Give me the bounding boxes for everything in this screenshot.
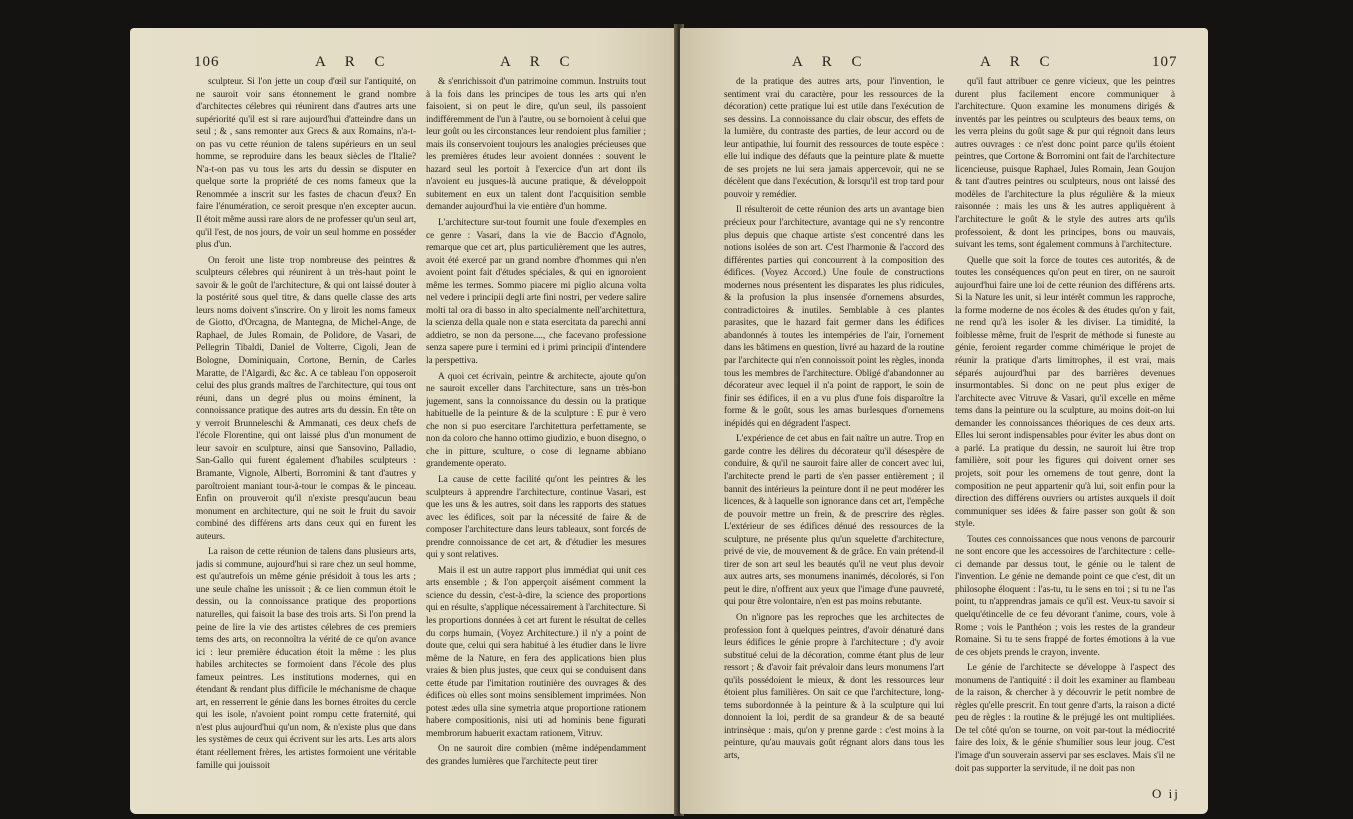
paragraph: Il résulteroit de cette réunion des arts un avantage bien précieux pour l'architecture, avantage qui ne s'y rencontre plus depuis que chaque artiste s'est concentré dans les notions isolées de son art. C'est l'harmonie & l'accord des différentes parties qui concourrent à la composition des édifices. (Voyez Accord.) Une foule de constructions modernes nous présentent les disparates les plus ridicules, & la profusion la plus insensée d'ornemens absurdes, contradictoires & inutiles. Semblable à ces plantes parasites, que le hazard fait germer dans les édifices abandonnés à toutes les intempéries de l'air, l'ornement dans les bâtimens en question, livré au hazard de la routine par l'architecte qui n'en connoissoit point les règles, inonda tous les membres de l'architecture. Obligé d'abandonner au décorateur avec lequel il n'a point de rapport, le soin de finir ses édifices, il en a vu plus d'une fois disparoître la forme & le goût, sous les amas burlesques d'ornemens inépidés qui en dégradent l'aspect. <box>724 205 944 429</box>
left-head-title-1: A R C <box>315 54 393 70</box>
right-head-title-2: A R C <box>980 54 1058 70</box>
left-column-1 <box>196 76 416 781</box>
left-page <box>130 28 678 814</box>
right-head-title-1: A R C <box>792 54 870 70</box>
left-head-title-2: A R C <box>500 54 578 70</box>
right-column-2 <box>955 76 1175 781</box>
left-running-head <box>130 54 678 74</box>
paragraph: La cause de cette facilité qu'ont les peintres & les sculpteurs à apprendre l'architecture, continue Vasari, est que les uns & les autres, soit dans les rapports des statues avec les édifices, soit par la nécessité de faire & de composer l'architecture dans leurs tableaux, sont forcés de prendre connoissance de cet art, & d'étudier les mesures qui y sont relatives. <box>426 474 646 561</box>
right-page-number: 107 <box>1152 54 1178 70</box>
paragraph: On ne sauroit dire combien (même indépendamment des grandes lumières que l'architecte peut tirer <box>426 744 646 767</box>
paragraph: de la pratique des autres arts, pour l'invention, le sentiment vrai du caractère, pour les ressources de la décoration) cette pratique lui est utile dans l'exécution de ses dessins. La connoissance du clair obscur, des effets de la lumière, du contraste des parties, de leur accord ou de leur antipathie, lui fournit des ressources de toute espèce : elle lui indique des défauts que la peinture plate & muette de ses projets ne lui sera jamais appercevoir, qui ne se décèlent que dans l'exécution, & lorsqu'il est trop tard pour pouvoir y remédier. <box>724 77 944 200</box>
paragraph: L'architecture sur-tout fournit une foule d'exemples en ce genre : Vasari, dans la vie de Baccio d'Agnolo, remarque que cet art, plus particulièrement que les autres, avoit été exercé par un grand nombre d'hommes qui n'en avoient point fait d'études spéciales, & qui en ignoroient même les termes. Sommo piacere mi piglio alcuna volta nel vedere i principii degli arte fini nostri, per vedere salire molti tal ora di basso in alto specialmente nell'architettura, la scienza della quale non e stata esercitata da parechi anni addietro, se non da persone...., che facevano professione senza sapere pure i termini ed i primi principii d'intendere la perspettiva. <box>426 218 646 367</box>
paragraph: sculpteur. Si l'on jette un coup d'œil sur l'antiquité, on ne sauroit voir sans étonnement le grand nombre d'architectes célebres qui réunirent dans d'autres arts une supériorité qu'il est si rare aujourd'hui d'atteindre dans un seul ; & , sans remonter aux Grecs & aux Romains, n'a-t-on pas vu cette réunion de talens supérieurs en un seul homme, se reproduire dans les beaux siècles de l'Italie? N'a-t-on pas vu tous les arts du dessin se disputer en quelque sorte la propriété de ces noms fameux que la Renommée a inscrit sur les fastes de chacun d'eux? En faire l'énumération, ce seroit presque n'en excepter aucun. Il étoit même aussi rare alors de ne professer qu'un seul art, qu'il l'est, de nos jours, de voir un seul homme en posséder plus d'un. <box>196 77 416 251</box>
paragraph: qu'il faut attribuer ce genre vicieux, que les peintres durent plus facilement encore communiquer à l'architecture. Quon examine les monumens dirigés & inventés par les peintres ou sculpteurs des beaux tems, on les verra pleins du goût sage & pur qui régnoit dans leurs autres ouvrages : ce n'est donc point parce qu'ils étoient peintres, que Cortone & Borromini ont fait de l'architecture licencieuse, puisque Raphael, Jules Romain, Jean Goujon & tant d'autres peintres ou sculpteurs, nous ont laissé des modèles de l'architecture la plus régulière & la mieux raisonnée : mais les uns & les autres appliquèrent à l'architecture le goût & le style des autres arts qu'ils professoient, & dont les principes, bons ou mauvais, suivant les tems, sont également communs à l'architecture. <box>955 77 1175 251</box>
paragraph: Mais il est un autre rapport plus immédiat qui unit ces arts ensemble ; & l'on apperçoit aisément comment la science du dessin, c'est-à-dire, la science des proportions qui en résulte, s'applique nécessairement à l'architecture. Si les proportions données à cet art furent le résultat de celles du corps humain, (Voyez Architecture.) il n'y a point de doute que, celui qui sera habitué à les étudier dans le livre même de la Nature, en fera des applications bien plus vraies & bien plus justes, que ceux qui se conduisent dans cette étude par l'imitation routinière des ouvrages & des édifices où elles sont moins sensiblement imprimées. Non potest ædes ulla sine symetria atque proportione rationem habere compositionis, nisi uti ad hominis bene figurati membrorum habuerit exactam rationem, Vitruv. <box>426 565 646 739</box>
left-column-2 <box>426 76 646 781</box>
signature-mark: O ij <box>1152 786 1180 801</box>
right-column-1 <box>724 76 944 781</box>
paragraph: L'expérience de cet abus en fait naître un autre. Trop en garde contre les délires du décorateur qu'il désespère de conduire, & qu'il ne sauroit faire aller de concert avec lui, l'architecte prend le parti de s'en passer entièrement ; il bannit des intérieurs la peinture dont il ne peut modérer les licences, & à laquelle son ignorance dans cet art, l'empêche de pouvoir mettre un frein, & de prescrire des règles. L'extérieur de ses édifices dénué des ressources de la sculpture, ne présente plus qu'un squelette d'architecture, privé de vie, de mouvement & de grâce. En vain prétend-il tirer de son art seul les beautés qu'il ne veut plus devoir aux autres arts, ses monumens inanimés, décolorés, si l'on peut le dire, n'offrent aux yeux que l'image d'une pauvreté, qui pour être volontaire, n'en est pas moins rebutante. <box>724 434 944 608</box>
paragraph: La raison de cette réunion de talens dans plusieurs arts, jadis si commune, aujourd'hui si rare chez un seul homme, est qu'autrefois un même génie présidoit à tous les arts ; une seule chaîne les unissoit ; & ce lien commun étoit le dessin, ou la connoissance pratique des proportions naturelles, qui faisoit la base des trois arts. Si l'on prend la peine de lire la vie des artistes célebres de ces premiers tems des arts, on reconnoîtra la vérité de ce qu'on avance ici : leur première éducation étoit la même : les plus habiles architectes se formoient dans l'école des plus fameux peintres. Les institutions modernes, qui en étendant & rendant plus difficile le méchanisme de chaque art, en resserrent le génie dans les bornes étroites du cercle qui les isole, n'avoient point rompu cette fraternité, qui n'est plus aujourd'hui qu'un nom, & n'existe plus que dans les systèmes de ceux qui écrivent sur les arts. Les arts alors étant réellement frères, les artistes formoient une véritable famille qui jouissoit <box>196 547 416 771</box>
paragraph: On feroit une liste trop nombreuse des peintres & sculpteurs célebres qui réunirent à un très-haut point le savoir & le goût de l'architecture, & qui ont laissé douter à la postérité sous quel titre, & dans quelle classe des arts leurs noms doivent s'inscrire. On y liroit les noms fameux de Giotto, d'Orcagna, de Mantegna, de Michel-Ange, de Raphael, de Jules Romain, de Polidore, de Vasari, de Pellegrin Tibaldi, Daniel de Volterre, Cigoli, Jean de Bologne, Dominiquain, Cortone, Bernin, de Carles Maratte, de l'Algardi, &c &c. A ce tableau l'on opposeroit celui des plus grands maîtres de l'architecture, qui tous ont réuni, dans un degré plus ou moins éminent, la connoissance pratique des autres arts du dessin. En tête on y verroit Brunneleschi & Ammanati, ces deux chefs de l'école Florentine, qui ont laissé plus d'un monument de leur savoir en sculpture, ainsi que Sansovino, Palladio, San-Gallo qui furent également d'habiles sculpteurs : Bramante, Vignole, Alberti, Borromini & tant d'autres y paroîtroient maniant tour-à-tour le compas & le pinceau. Enfin on prouveroit qu'il n'existe presqu'aucun beau monument en architecture, qui ne soit le fruit du savoir combiné des différens arts dans ceux qui en furent les auteurs. <box>196 255 416 542</box>
paragraph: On n'ignore pas les reproches que les architectes de profession font à quelques peintres, d'avoir dénaturé dans leurs édifices le génie propre à l'architecture ; d'y avoir substitué celui de la décoration, comme étant plus de leur ressort ; & d'avoir fait prévaloir dans leurs monumens l'art qu'ils possédoient le mieux, & dont les ressources leur étoient plus familières. On sait ce que l'architecture, long-tems subordonnée à la peinture & à la sculpture qui lui donnoient la loi, perdit de sa grandeur & de sa beauté intrinsèque : mais, qu'on y prenne garde : c'est moins à la peinture, qu'au mauvais goût régnant alors dans tous les arts, <box>724 612 944 761</box>
paragraph: Le génie de l'architecte se développe à l'aspect des monumens de l'antiquité : il doit les examiner au flambeau de la raison, & chercher à y découvrir le petit nombre de règles qu'elle prescrit. En tout genre d'arts, la raison a dicté peu de règles : la routine & le préjugé les ont multipliées. De tel côté qu'on se tourne, on voit par-tout la médiocrité faire des loix, & le génie s'humilier sous leur joug. C'est l'image d'un souverain asservi par ses esclaves. Mais s'il ne doit pas supporter la servitude, il ne doit pas non <box>955 663 1175 774</box>
paragraph: A quoi cet écrivain, peintre & architecte, ajoute qu'on ne sauroit exceller dans l'architecture, sans un très-bon jugement, sans la connoissance du dessin ou la pratique habituelle de la peinture & de la sculpture : E pur è vero che non si puo esercitare l'architettura perfettamente, se non da coloro che hanno ottimo giudizio, e buon disegno, o che in pitture, sculture, o cose di legname abbiano grandemente operato. <box>426 371 646 470</box>
right-running-head <box>680 54 1208 74</box>
left-page-number: 106 <box>194 54 220 70</box>
paragraph: Quelle que soit la force de toutes ces autorités, & de toutes les conséquences qu'on peut en tirer, on ne sauroit aujourd'hui faire une loi de cette réunion des différens arts. Si la Nature les unit, si leur intérêt commun les rapproche, la forme moderne de nos écoles & des études qu'on y fait, ne rend qu'à les isoler & les diviser. La timidité, la foiblesse même, fruit de l'esprit de méthode si funeste au génie, feroient regarder comme chimérique le projet de réunir la pratique d'arts limitrophes, il est vrai, mais séparés aujourd'hui par des barrières devenues insurmontables. Si donc on ne peut plus exiger de l'architecte avec Vitruve & Vasari, qu'il excelle en même tems dans la peinture ou la sculpture, au moins doit-on lui demander les connoissances théoriques de ces deux arts. Elles lui seront indispensables pour éviter les abus dont on a parlé. La pratique du dessin, ne sauroit lui être trop familière, soit pour les figures qui doivent orner ses projets, soit pour les ornemens de tout genre, dont la composition ne peut appartenir qu'à lui, soit enfin pour la direction des différens ouvriers ou artistes auxquels il doit communiquer ses idées & faire passer son goût & son style. <box>955 255 1175 530</box>
paragraph: Toutes ces connoissances que nous venons de parcourir ne sont encore que les accessoires de l'architecture : celle-ci demande par dessus tout, le génie ou le talent de l'invention. Le génie ne demande point ce que c'est, dit un philosophe éloquent : l'as-tu, tu le sens en toi ; si tu ne l'as point, tu n'apprendras jamais ce qu'il est. Veux-tu savoir si quelqu'étincelle de ce feu dévorant t'anime, cours, vole à Rome ; vois le Panthéon ; vois les restes de la grandeur Romaine. Si tu te sens frappé de fortes émotions à la vue de ces objets prends le crayon, invente. <box>955 534 1175 658</box>
right-page <box>680 28 1208 814</box>
paragraph: & s'enrichissoit d'un patrimoine commun. Instruits tout à la fois dans les principes de tous les arts qui n'en faisoient, si on peut le dire, qu'un seul, ils passoient indifféremment de l'un à l'autre, ou se bornoient à celui que leur goût ou les circonstances leur rendoient plus familier ; mais ils conservoient toujours les analogies précieuses que les premières études leur avoient données : souvent le hazard seul les portoit à l'exercice d'un art dont ils n'avoient eu jusques-là aucune pratique, & développoit subitement en eux un talent dont l'acquisition semble demander aujourd'hui la vie entière d'un homme. <box>426 77 646 213</box>
